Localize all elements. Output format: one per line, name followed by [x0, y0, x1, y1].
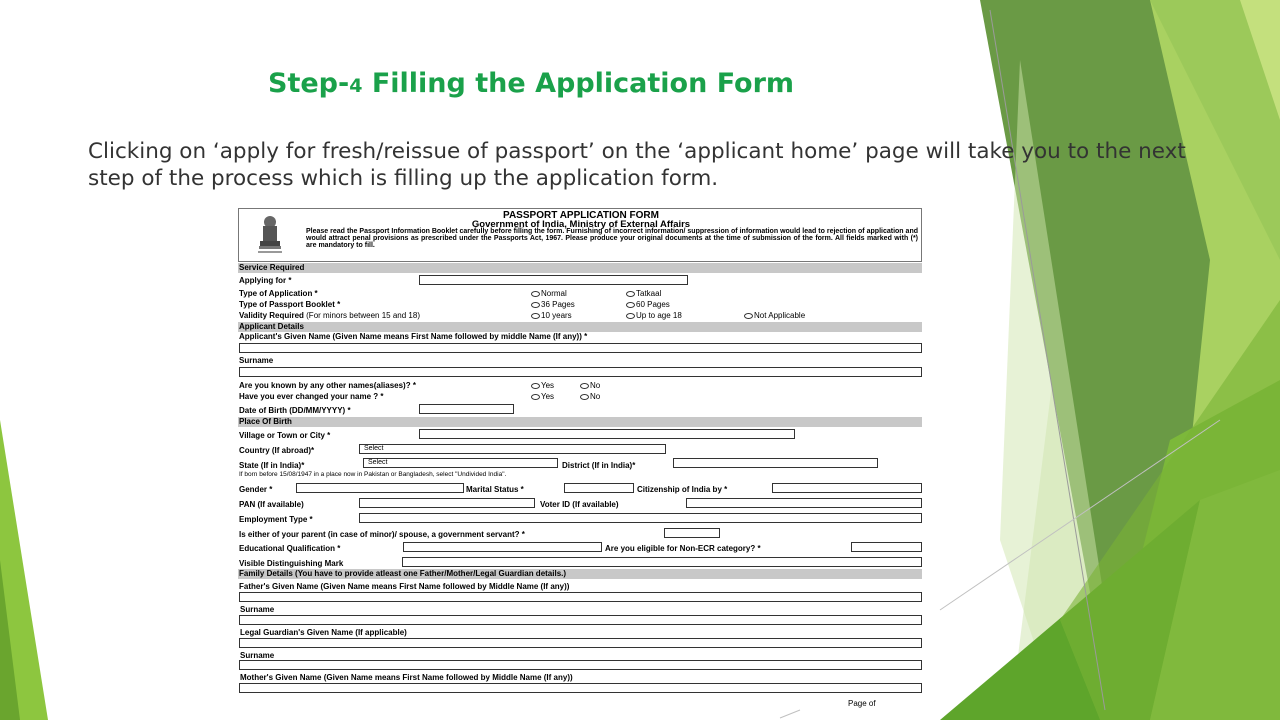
pan-field[interactable] [359, 498, 535, 508]
radio-36-pages-label: 36 Pages [541, 300, 575, 309]
country-select[interactable]: Select [359, 444, 666, 454]
radio-aliases-no-label: No [590, 381, 601, 390]
employment-field[interactable] [359, 513, 922, 523]
applying-for-field[interactable] [419, 275, 688, 285]
aliases-label: Are you known by any other names(aliases)? * [239, 381, 416, 390]
govt-servant-field[interactable] [664, 528, 720, 538]
radio-normal-label: Normal [541, 289, 567, 298]
validity-label-text: Validity Required [239, 311, 304, 320]
dob-field[interactable] [419, 404, 514, 414]
radio-not-applicable-label: Not Applicable [754, 311, 806, 320]
marital-status-field[interactable] [564, 483, 634, 493]
given-name-label: Applicant's Given Name (Given Name means First Name followed by middle Name (If any)) * [239, 332, 588, 341]
mother-name-field[interactable] [239, 683, 922, 693]
guardian-name-label: Legal Guardian's Given Name (If applicable) [240, 628, 407, 637]
form-header [238, 208, 922, 262]
gender-field[interactable] [296, 483, 464, 493]
radio-10-years[interactable] [531, 311, 572, 320]
type-of-application-label: Type of Application * [239, 289, 318, 298]
radio-aliases-no[interactable] [580, 381, 600, 390]
applying-for-label: Applying for * [239, 276, 292, 285]
title-prefix: Step- [268, 68, 350, 99]
booklet-label: Type of Passport Booklet * [239, 300, 341, 309]
education-field[interactable] [403, 542, 602, 552]
section-service-required: Service Required [238, 263, 922, 273]
father-surname-label: Surname [240, 605, 275, 614]
mother-name-label: Mother's Given Name (Given Name means First Name followed by Middle Name (If any)) [240, 673, 573, 682]
father-name-label: Father's Given Name (Given Name means First Name followed by Middle Name (If any)) [239, 582, 570, 591]
voter-id-label: Voter ID (If available) [540, 500, 619, 509]
state-select[interactable]: Select [363, 458, 558, 468]
district-field[interactable] [673, 458, 878, 468]
radio-changed-yes[interactable] [531, 392, 554, 401]
radio-tatkaal[interactable] [626, 289, 661, 298]
radio-normal[interactable] [531, 289, 567, 298]
title-rest: Filling the Application Form [362, 68, 795, 99]
radio-60-pages-label: 60 Pages [636, 300, 670, 309]
radio-60-pages[interactable] [626, 300, 670, 309]
validity-label [239, 311, 420, 320]
title-number: 4 [349, 75, 363, 97]
given-name-field[interactable] [239, 343, 922, 353]
radio-10-years-label: 10 years [541, 311, 572, 320]
slide-body-text: Clicking on ‘apply for fresh/reissue of passport’ on the ‘applicant home’ page will take you to the next step of the process which is filling up the application form. [88, 139, 1186, 191]
page-of-text: Page of [848, 699, 876, 708]
village-field[interactable] [419, 429, 795, 439]
father-name-field[interactable] [239, 592, 922, 602]
govt-servant-label: Is either of your parent (in case of minor)/ spouse, a government servant? * [239, 530, 525, 539]
section-applicant-details: Applicant Details [238, 322, 922, 332]
radio-changed-no[interactable] [580, 392, 600, 401]
radio-36-pages[interactable] [531, 300, 575, 309]
state-label: State (If in India)* [239, 461, 305, 470]
non-ecr-field[interactable] [851, 542, 922, 552]
form-subtitle: Government of India, Ministry of External Affairs [471, 219, 691, 230]
non-ecr-label: Are you eligible for Non-ECR category? * [605, 544, 761, 553]
country-label: Country (If abroad)* [239, 446, 315, 455]
marital-status-label: Marital Status * [466, 485, 524, 494]
section-place-of-birth: Place Of Birth [238, 417, 922, 427]
distinguishing-mark-field[interactable] [402, 557, 922, 567]
father-surname-field[interactable] [239, 615, 922, 625]
citizenship-field[interactable] [772, 483, 922, 493]
surname-label: Surname [239, 356, 274, 365]
employment-label: Employment Type * [239, 515, 313, 524]
distinguishing-mark-label: Visible Distinguishing Mark [239, 559, 344, 568]
validity-note: (For minors between 15 and 18) [306, 311, 420, 320]
radio-aliases-yes[interactable] [531, 381, 554, 390]
radio-changed-no-label: No [590, 392, 601, 401]
radio-up-to-18-label: Up to age 18 [636, 311, 682, 320]
changed-name-label: Have you ever changed your name ? * [239, 392, 384, 401]
district-label: District (If in India)* [562, 461, 636, 470]
citizenship-label: Citizenship of India by * [637, 485, 728, 494]
radio-aliases-yes-label: Yes [541, 381, 555, 390]
surname-field[interactable] [239, 367, 922, 377]
radio-changed-yes-label: Yes [541, 392, 555, 401]
form-intro: Please read the Passport Information Booklet carefully before filling the form. Furnishing of incorrect information/ suppression of information would lead to rejection of application and would attract penal provisions as prescribed under the Passports Act, 1967. Please produce your original documents at the time of submission of the form. All fields marked with (*) are mandatory to fill. [306, 228, 918, 250]
guardian-surname-label: Surname [240, 651, 275, 660]
gender-label: Gender * [239, 485, 273, 494]
guardian-name-field[interactable] [239, 638, 922, 648]
voter-id-field[interactable] [686, 498, 922, 508]
village-label: Village or Town or City * [239, 431, 331, 440]
slide-title [268, 68, 794, 99]
born-before-note: If born before 15/08/1947 in a place now in Pakistan or Bangladesh, select "Undivided India". [239, 471, 507, 478]
section-family-details: Family Details (You have to provide atleast one Father/Mother/Legal Guardian details.) [238, 569, 922, 579]
guardian-surname-field[interactable] [239, 660, 922, 670]
form-title: PASSPORT APPLICATION FORM [503, 210, 659, 221]
dob-label: Date of Birth (DD/MM/YYYY) * [239, 406, 351, 415]
radio-not-applicable[interactable] [744, 311, 805, 320]
education-label: Educational Qualification * [239, 544, 341, 553]
radio-tatkaal-label: Tatkaal [636, 289, 662, 298]
radio-up-to-18[interactable] [626, 311, 682, 320]
passport-application-form [238, 208, 922, 712]
pan-label: PAN (If available) [239, 500, 304, 509]
